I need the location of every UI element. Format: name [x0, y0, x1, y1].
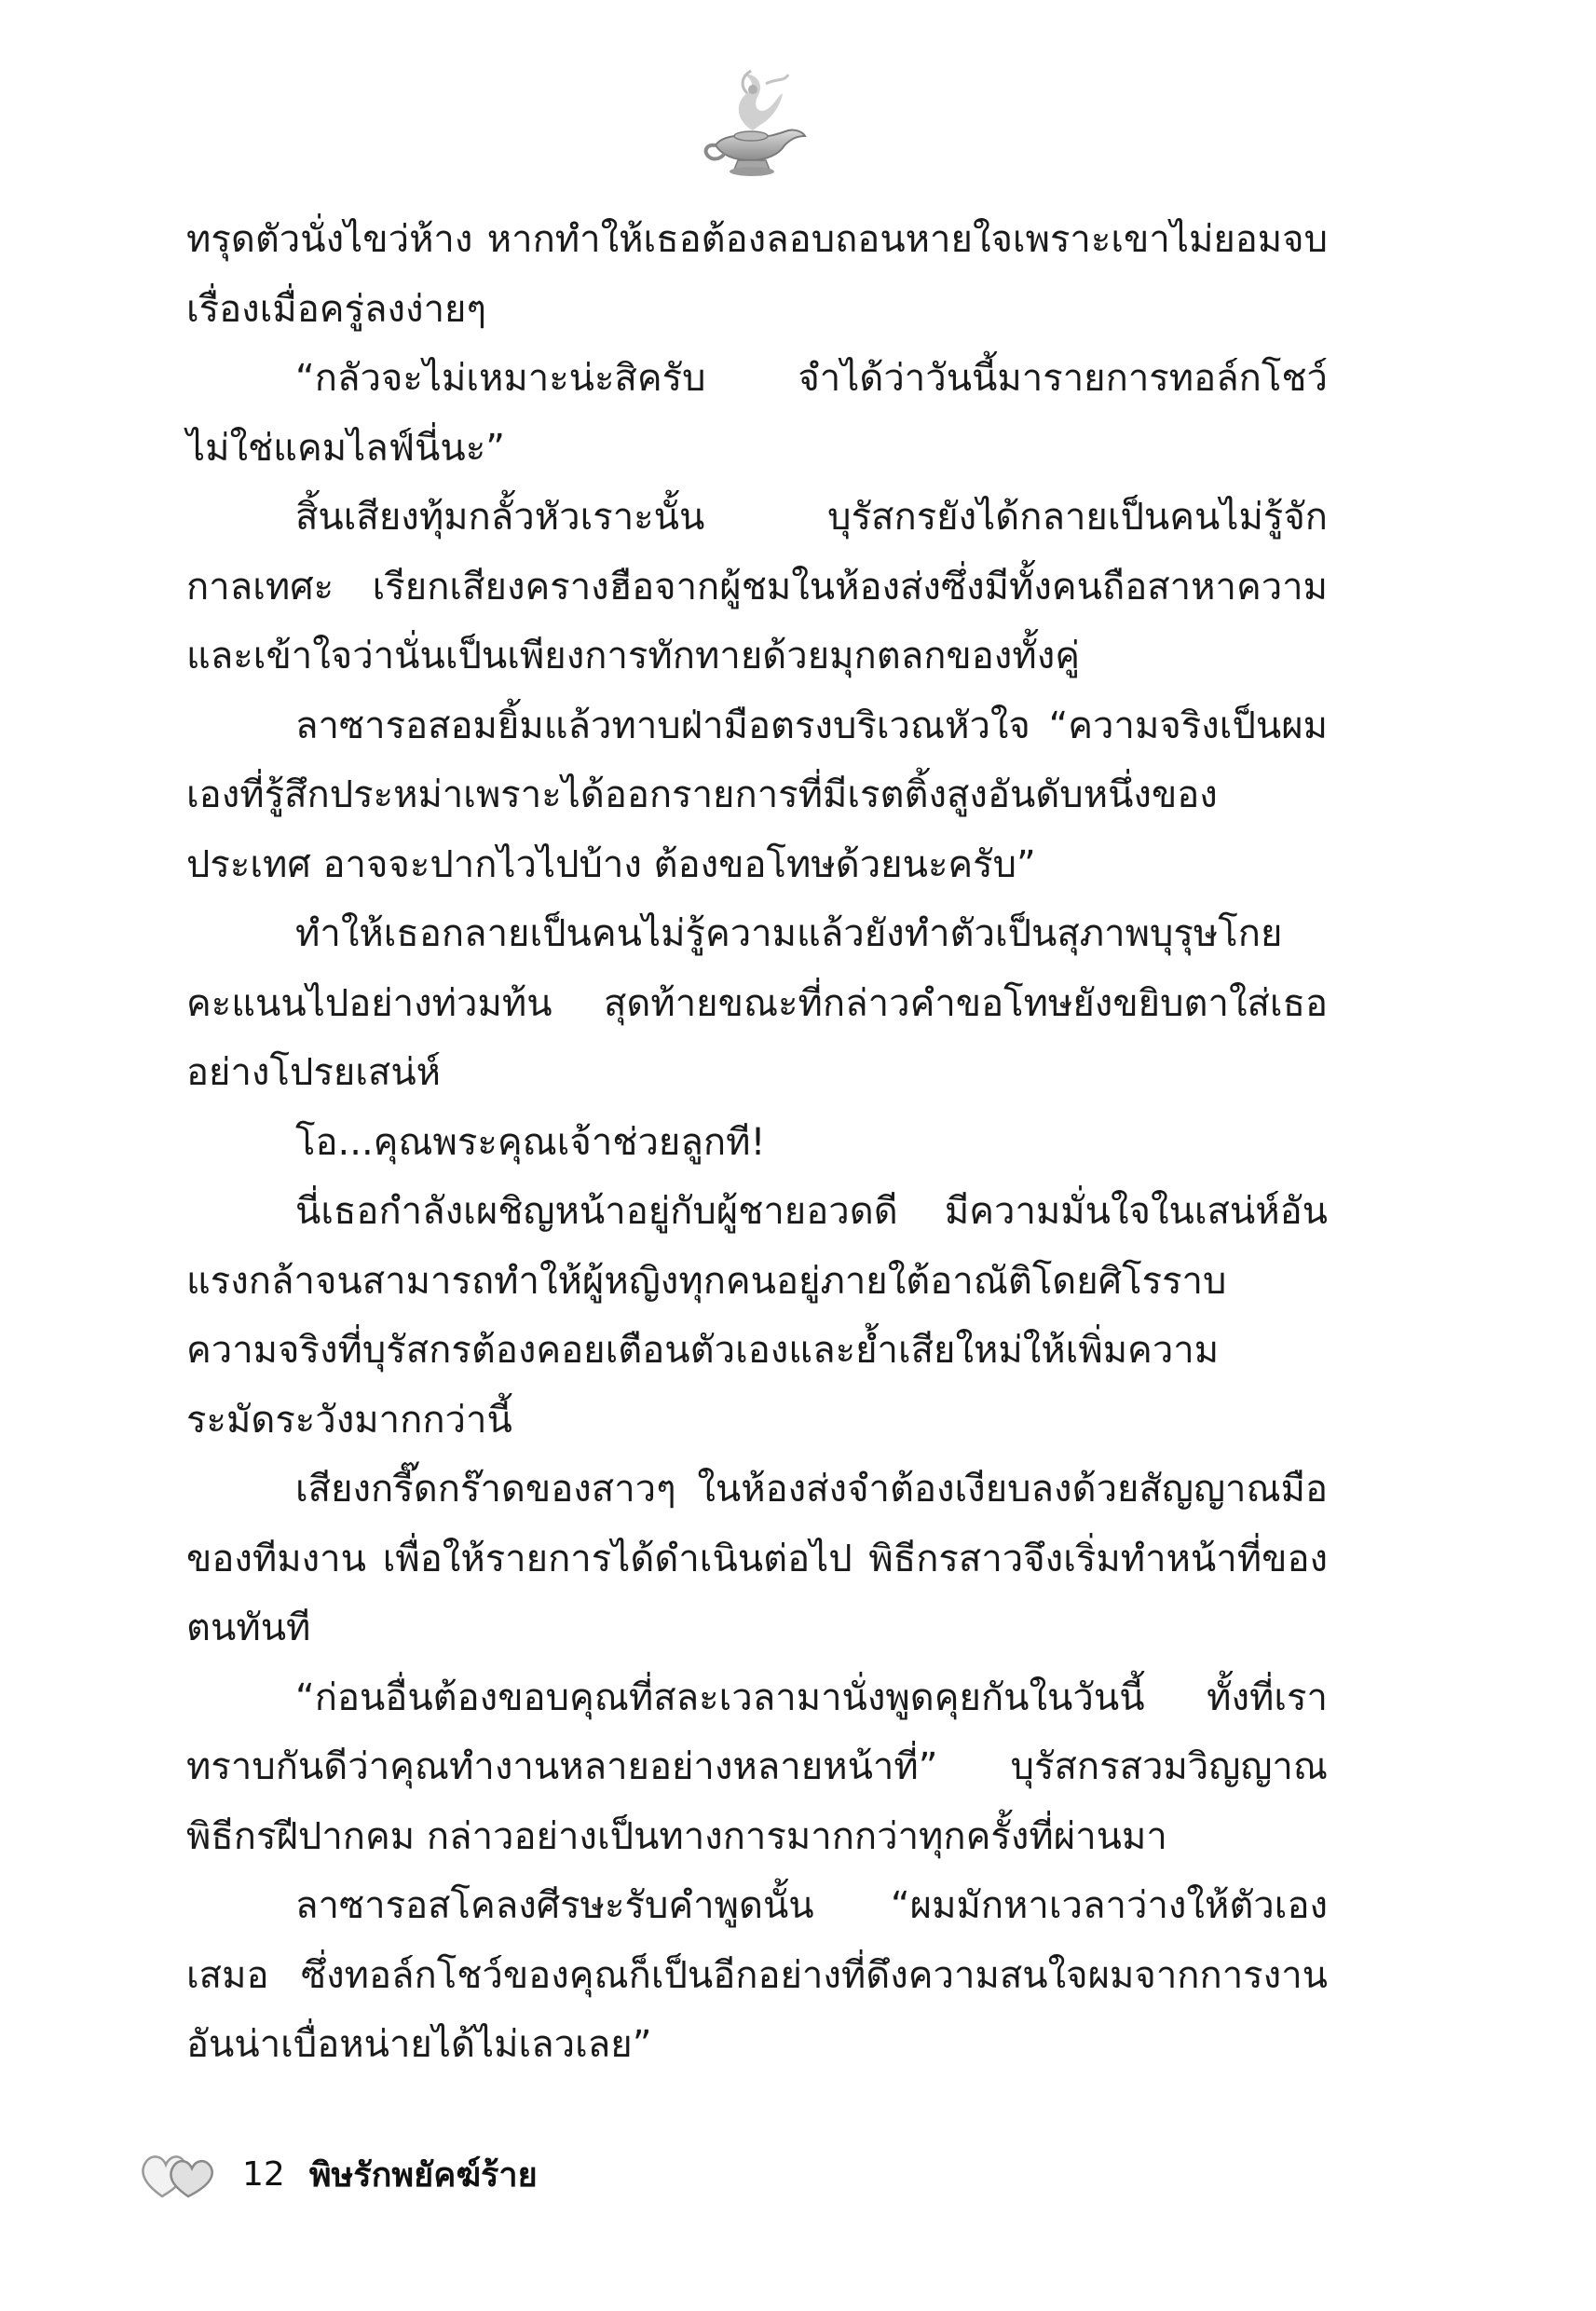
page-number: 12	[242, 2154, 285, 2194]
paragraph: โอ...คุณพระคุณเจ้าช่วยลูกที!	[295, 1120, 766, 1164]
double-heart-icon	[140, 2148, 216, 2200]
paragraph: เสียงกรี๊ดกร๊าดของสาวๆ ในห้องส่งจำต้องเงียบลงด้วยสัญญาณมือของทีมงาน เพื่อให้รายการได้ดำเนินต่อไป พิธีกรสาวจึงเริ่มทำหน้าที่ของตนทันที	[186, 1468, 1328, 1649]
paragraph: ทำให้เธอกลายเป็นคนไม่รู้ความแล้วยังทำตัวเป็นสุภาพบุรุษโกยคะแนนไปอย่างท่วมท้น สุดท้ายขณะที่กล่าวคำขอโทษยังขยิบตาใส่เธออย่างโปรยเสน่ห์	[186, 912, 1328, 1094]
body-text	[186, 205, 1328, 2080]
paragraph: “ก่อนอื่นต้องขอบคุณที่สละเวลามานั่งพูดคุยกันในวันนี้ ทั้งที่เราทราบกันดีว่าคุณทำงานหลายอย่างหลายหน้าที่” บุรัสกรสวมวิญญาณพิธีกรฝีปากคม กล่าวอย่างเป็นทางการมากกว่าทุกครั้งที่ผ่านมา	[186, 1675, 1328, 1858]
paragraph: ลาซารอสโคลงศีรษะรับคำพูดนั้น “ผมมักหาเวลาว่างให้ตัวเองเสมอ ซึ่งทอล์กโชว์ของคุณก็เป็นอีกอย่างที่ดึงความสนใจผมจากการงานอันน่าเบื่อหน่ายได้ไม่เลวเลย”	[186, 1884, 1328, 2066]
book-title: พิษรักพยัคฆ์ร้าย	[308, 2155, 538, 2195]
paragraph: นี่เธอกำลังเผชิญหน้าอยู่กับผู้ชายอวดดี มีความมั่นใจในเสน่ห์อันแรงกล้าจนสามารถทำให้ผู้หญิงทุกคนอยู่ภายใต้อาณัติโดยศิโรราบ ความจริงที่บุรัสกรต้องคอยเตือนตัวเองและย้ำเสียใหม่ให้เพิ่มความระมัดระวังมากกว่านี้	[186, 1190, 1328, 1442]
paragraph: ลาซารอสอมยิ้มแล้วทาบฝ่ามือตรงบริเวณหัวใจ “ความจริงเป็นผมเองที่รู้สึกประหม่าเพราะได้ออกรายการที่มีเรตติ้งสูงอันดับหนึ่งของประเทศ อาจจะปากไวไปบ้าง ต้องขอโทษด้วยนะครับ”	[186, 704, 1328, 886]
genie-lamp-icon	[699, 65, 811, 182]
paragraph: ทรุดตัวนั่งไขว่ห้าง หากทำให้เธอต้องลอบถอนหายใจเพราะเขาไม่ยอมจบเรื่องเมื่อครู่ลงง่ายๆ	[186, 218, 1328, 331]
page-footer	[140, 2141, 538, 2207]
paragraph: “กลัวจะไม่เหมาะน่ะสิครับ จำได้ว่าวันนี้มารายการทอล์กโชว์ไม่ใช่แคมไลฟ์นี่นะ”	[186, 357, 1328, 470]
paragraph: สิ้นเสียงทุ้มกลั้วหัวเราะนั้น บุรัสกรยังได้กลายเป็นคนไม่รู้จักกาลเทศะ เรียกเสียงครางฮือจากผู้ชมในห้องส่งซึ่งมีทั้งคนถือสาหาความและเข้าใจว่านั่นเป็นเพียงการทักทายด้วยมุกตลกของทั้งคู่	[186, 496, 1328, 677]
